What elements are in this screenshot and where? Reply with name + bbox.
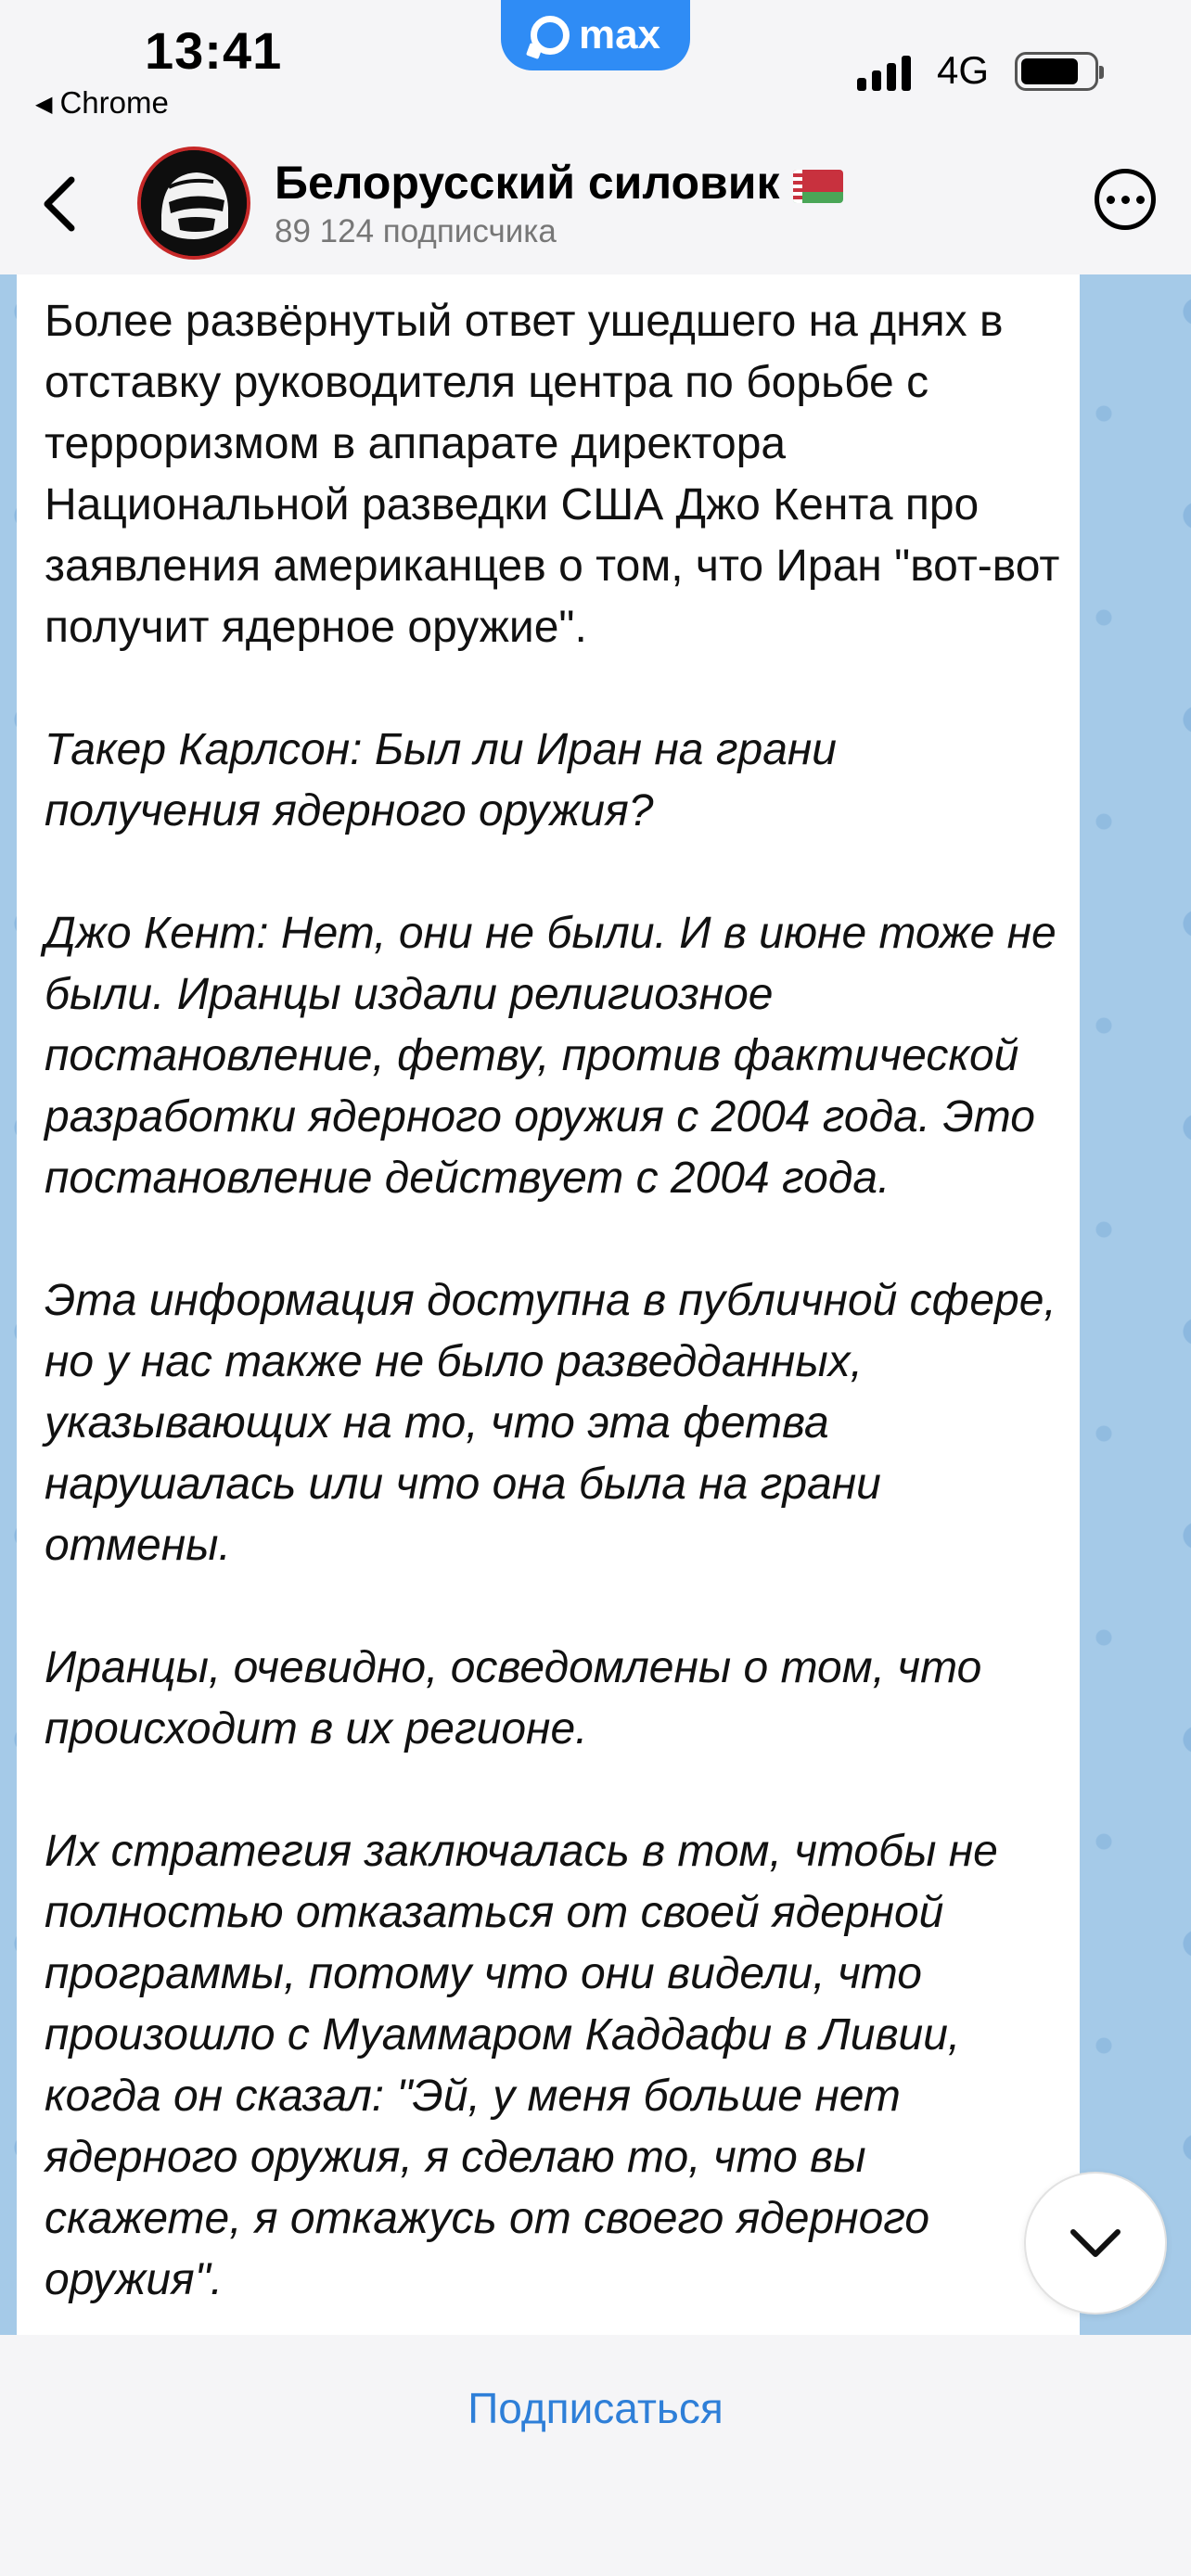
back-triangle-icon: ◀ [35,92,53,117]
message-paragraph: Эта информация доступна в публичной сфере, но у нас также не было разведданных, указывающих на то, что эта фетва нарушалась или что она была на грани отмены. [45,1276,1057,1570]
max-app-pill[interactable] [501,0,690,70]
status-bar [0,0,1191,139]
message-paragraph: Такер Карлсон: Был ли Иран на грани получения ядерного оружия? [45,725,837,835]
message-paragraph: Более развёрнутый ответ ушедшего на днях в отставку руководителя центра по борьбе с терроризмом в аппарате директора Национальной разведки США Джо Кента про заявления американцев о том, что Иран "вот-вот получит ядерное оружие". [45,297,1060,652]
chevron-down-icon [1068,2226,1123,2260]
chevron-left-icon [40,174,77,234]
masked-helmet-avatar-icon [141,150,247,256]
status-time: 13:41 [145,21,283,80]
more-dots-icon [1107,196,1115,204]
belarus-flag-icon [793,170,843,203]
back-button[interactable] [26,167,91,241]
more-options-button[interactable] [1095,169,1156,230]
max-pill-label: max [578,12,661,57]
back-to-app-link[interactable] [35,85,169,121]
cellular-signal-icon [857,54,911,91]
channel-title[interactable] [275,156,843,210]
subscribe-button[interactable]: Подписаться [467,2384,724,2432]
scroll-to-bottom-button[interactable] [1024,2172,1167,2315]
battery-icon [1015,52,1098,91]
bottom-bar [0,2335,1191,2576]
channel-header [0,139,1191,274]
message-text [45,291,1065,2311]
message-paragraph: Их стратегия заключалась в том, чтобы не полностью отказаться от своей ядерной программы, потому что они видели, что произошло с Муаммаром Каддафи в Ливии, когда он сказал: "Эй, у меня больше нет ядерного оружия, я сделаю то, что вы скажете, я откажусь от своего ядерного оружия". [45,1827,998,2304]
channel-avatar[interactable] [137,147,250,260]
message-paragraph: Джо Кент: Нет, они не были. И в июне тоже не были. Иранцы издали религиозное постановление, фетву, против фактической разработки ядерного оружия с 2004 года. Это постановление действует с 2004 года. [45,909,1057,1203]
channel-title-text: Белорусский силовик [275,157,780,209]
max-logo-icon [531,16,570,55]
network-type: 4G [937,48,990,92]
back-app-label: Chrome [59,85,169,120]
message-paragraph: Иранцы, очевидно, осведомлены о том, что происходит в их регионе. [45,1643,982,1753]
subscriber-count: 89 124 подписчика [275,213,557,249]
